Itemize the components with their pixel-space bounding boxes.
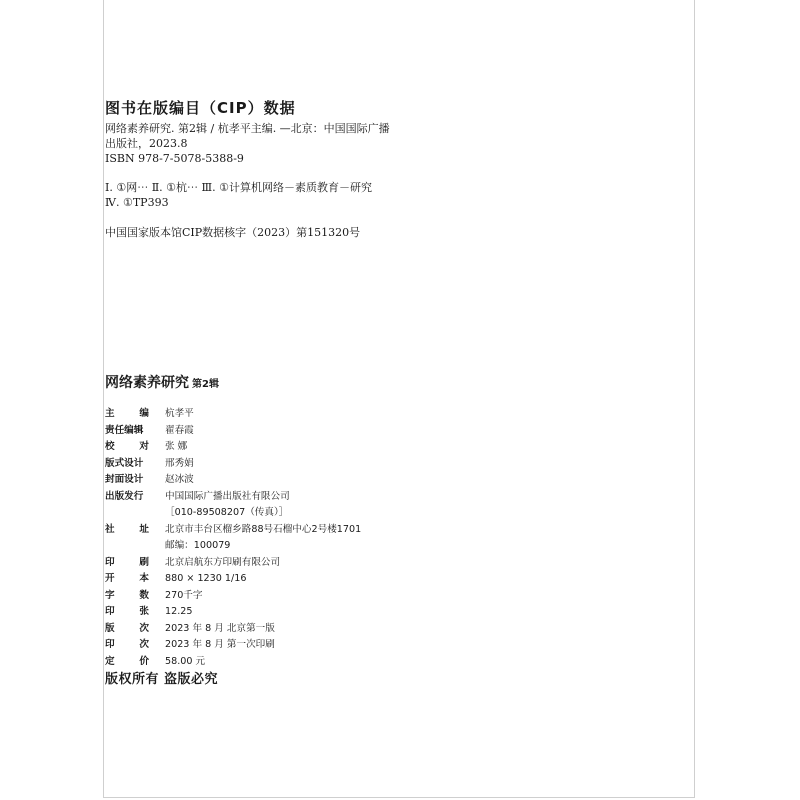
info-row <box>105 505 405 522</box>
info-label <box>105 555 153 572</box>
info-row <box>105 555 405 572</box>
info-label-char: 字 <box>105 589 115 601</box>
info-label-char: 对 <box>139 441 149 452</box>
cip-line-1: 网络素养研究. 第2辑 / 杭孝平主编. —北京：中国国际广播 <box>105 122 390 135</box>
info-label-char: 刷 <box>139 556 149 568</box>
info-value: 杭孝平 <box>165 408 194 419</box>
info-label-char: 址 <box>139 523 149 535</box>
info-label-char: 印 <box>105 639 115 650</box>
info-label <box>105 522 153 539</box>
info-label: 版式设计 <box>105 457 144 469</box>
info-row <box>105 456 405 473</box>
info-value: 2023 年 8 月 北京第一版 <box>165 622 275 634</box>
info-row <box>105 571 405 588</box>
book-title <box>105 372 219 392</box>
info-value: ［010-89508207（传真）］ <box>165 507 289 518</box>
info-row <box>105 472 405 489</box>
info-label <box>105 439 153 456</box>
info-label-char: 开 <box>105 573 115 584</box>
info-label-char: 印 <box>105 556 115 568</box>
info-value: 赵冰波 <box>165 474 194 485</box>
info-label-char: 本 <box>139 573 149 584</box>
publication-info-list <box>105 406 405 670</box>
info-label-char: 数 <box>139 589 149 601</box>
info-label-char: 社 <box>105 523 115 535</box>
info-label-char: 版 <box>105 622 115 634</box>
copyright-notice: 版权所有 盗版必究 <box>105 672 219 687</box>
info-label-char: 次 <box>139 622 149 634</box>
info-row <box>105 439 405 456</box>
info-label-char: 张 <box>139 606 149 617</box>
info-label <box>105 588 153 605</box>
info-value: 邮编：100079 <box>165 540 231 551</box>
book-title-volume: 第2辑 <box>192 379 219 390</box>
info-label-char: 定 <box>105 655 115 667</box>
info-label <box>105 637 153 654</box>
info-value: 12.25 <box>165 606 193 617</box>
info-row <box>105 489 405 506</box>
info-label-char: 编 <box>139 408 149 419</box>
info-label-char: 价 <box>139 655 149 667</box>
info-label <box>105 571 153 588</box>
info-row <box>105 538 405 555</box>
cip-classification-1: Ⅰ. ①网⋯ Ⅱ. ①杭⋯ Ⅲ. ①计算机网络－素质教育－研究 <box>105 181 372 194</box>
cip-heading: 图书在版编目（CIP）数据 <box>105 99 296 117</box>
info-row <box>105 604 405 621</box>
cip-line-2: 出版社，2023.8 <box>105 137 188 150</box>
info-value: 北京启航东方印刷有限公司 <box>165 556 281 568</box>
info-value: 58.00 元 <box>165 655 206 667</box>
info-value: 翟春霞 <box>165 424 194 436</box>
info-value: 北京市丰台区榴乡路88号石榴中心2号楼1701 <box>165 523 362 535</box>
info-value: 270千字 <box>165 589 203 601</box>
info-label: 责任编辑 <box>105 424 144 436</box>
info-row <box>105 406 405 423</box>
info-value: 2023 年 8 月 第一次印刷 <box>165 639 275 650</box>
info-label-char: 主 <box>105 408 115 419</box>
info-label <box>105 604 153 621</box>
info-row <box>105 637 405 654</box>
info-value: 邢秀娟 <box>165 457 194 469</box>
info-row <box>105 423 405 440</box>
info-row <box>105 588 405 605</box>
info-label <box>105 406 153 423</box>
info-label: 出版发行 <box>105 490 144 502</box>
info-value: 中国国际广播出版社有限公司 <box>165 490 290 502</box>
info-value: 张 娜 <box>165 441 188 452</box>
info-label-char: 校 <box>105 441 115 452</box>
info-row <box>105 522 405 539</box>
info-label <box>105 505 165 522</box>
info-label <box>105 621 153 638</box>
cip-classification-2: Ⅳ. ①TP393 <box>105 196 169 209</box>
info-label: 封面设计 <box>105 474 144 485</box>
info-label <box>105 538 165 555</box>
cip-isbn: ISBN 978-7-5078-5388-9 <box>105 152 244 165</box>
info-label-char: 次 <box>139 639 149 650</box>
cip-record-number: 中国国家版本馆CIP数据核字（2023）第151320号 <box>105 226 361 239</box>
info-value: 880 × 1230 1/16 <box>165 573 247 584</box>
book-title-main: 网络素养研究 <box>105 375 189 391</box>
info-row <box>105 621 405 638</box>
info-label-char: 印 <box>105 606 115 617</box>
